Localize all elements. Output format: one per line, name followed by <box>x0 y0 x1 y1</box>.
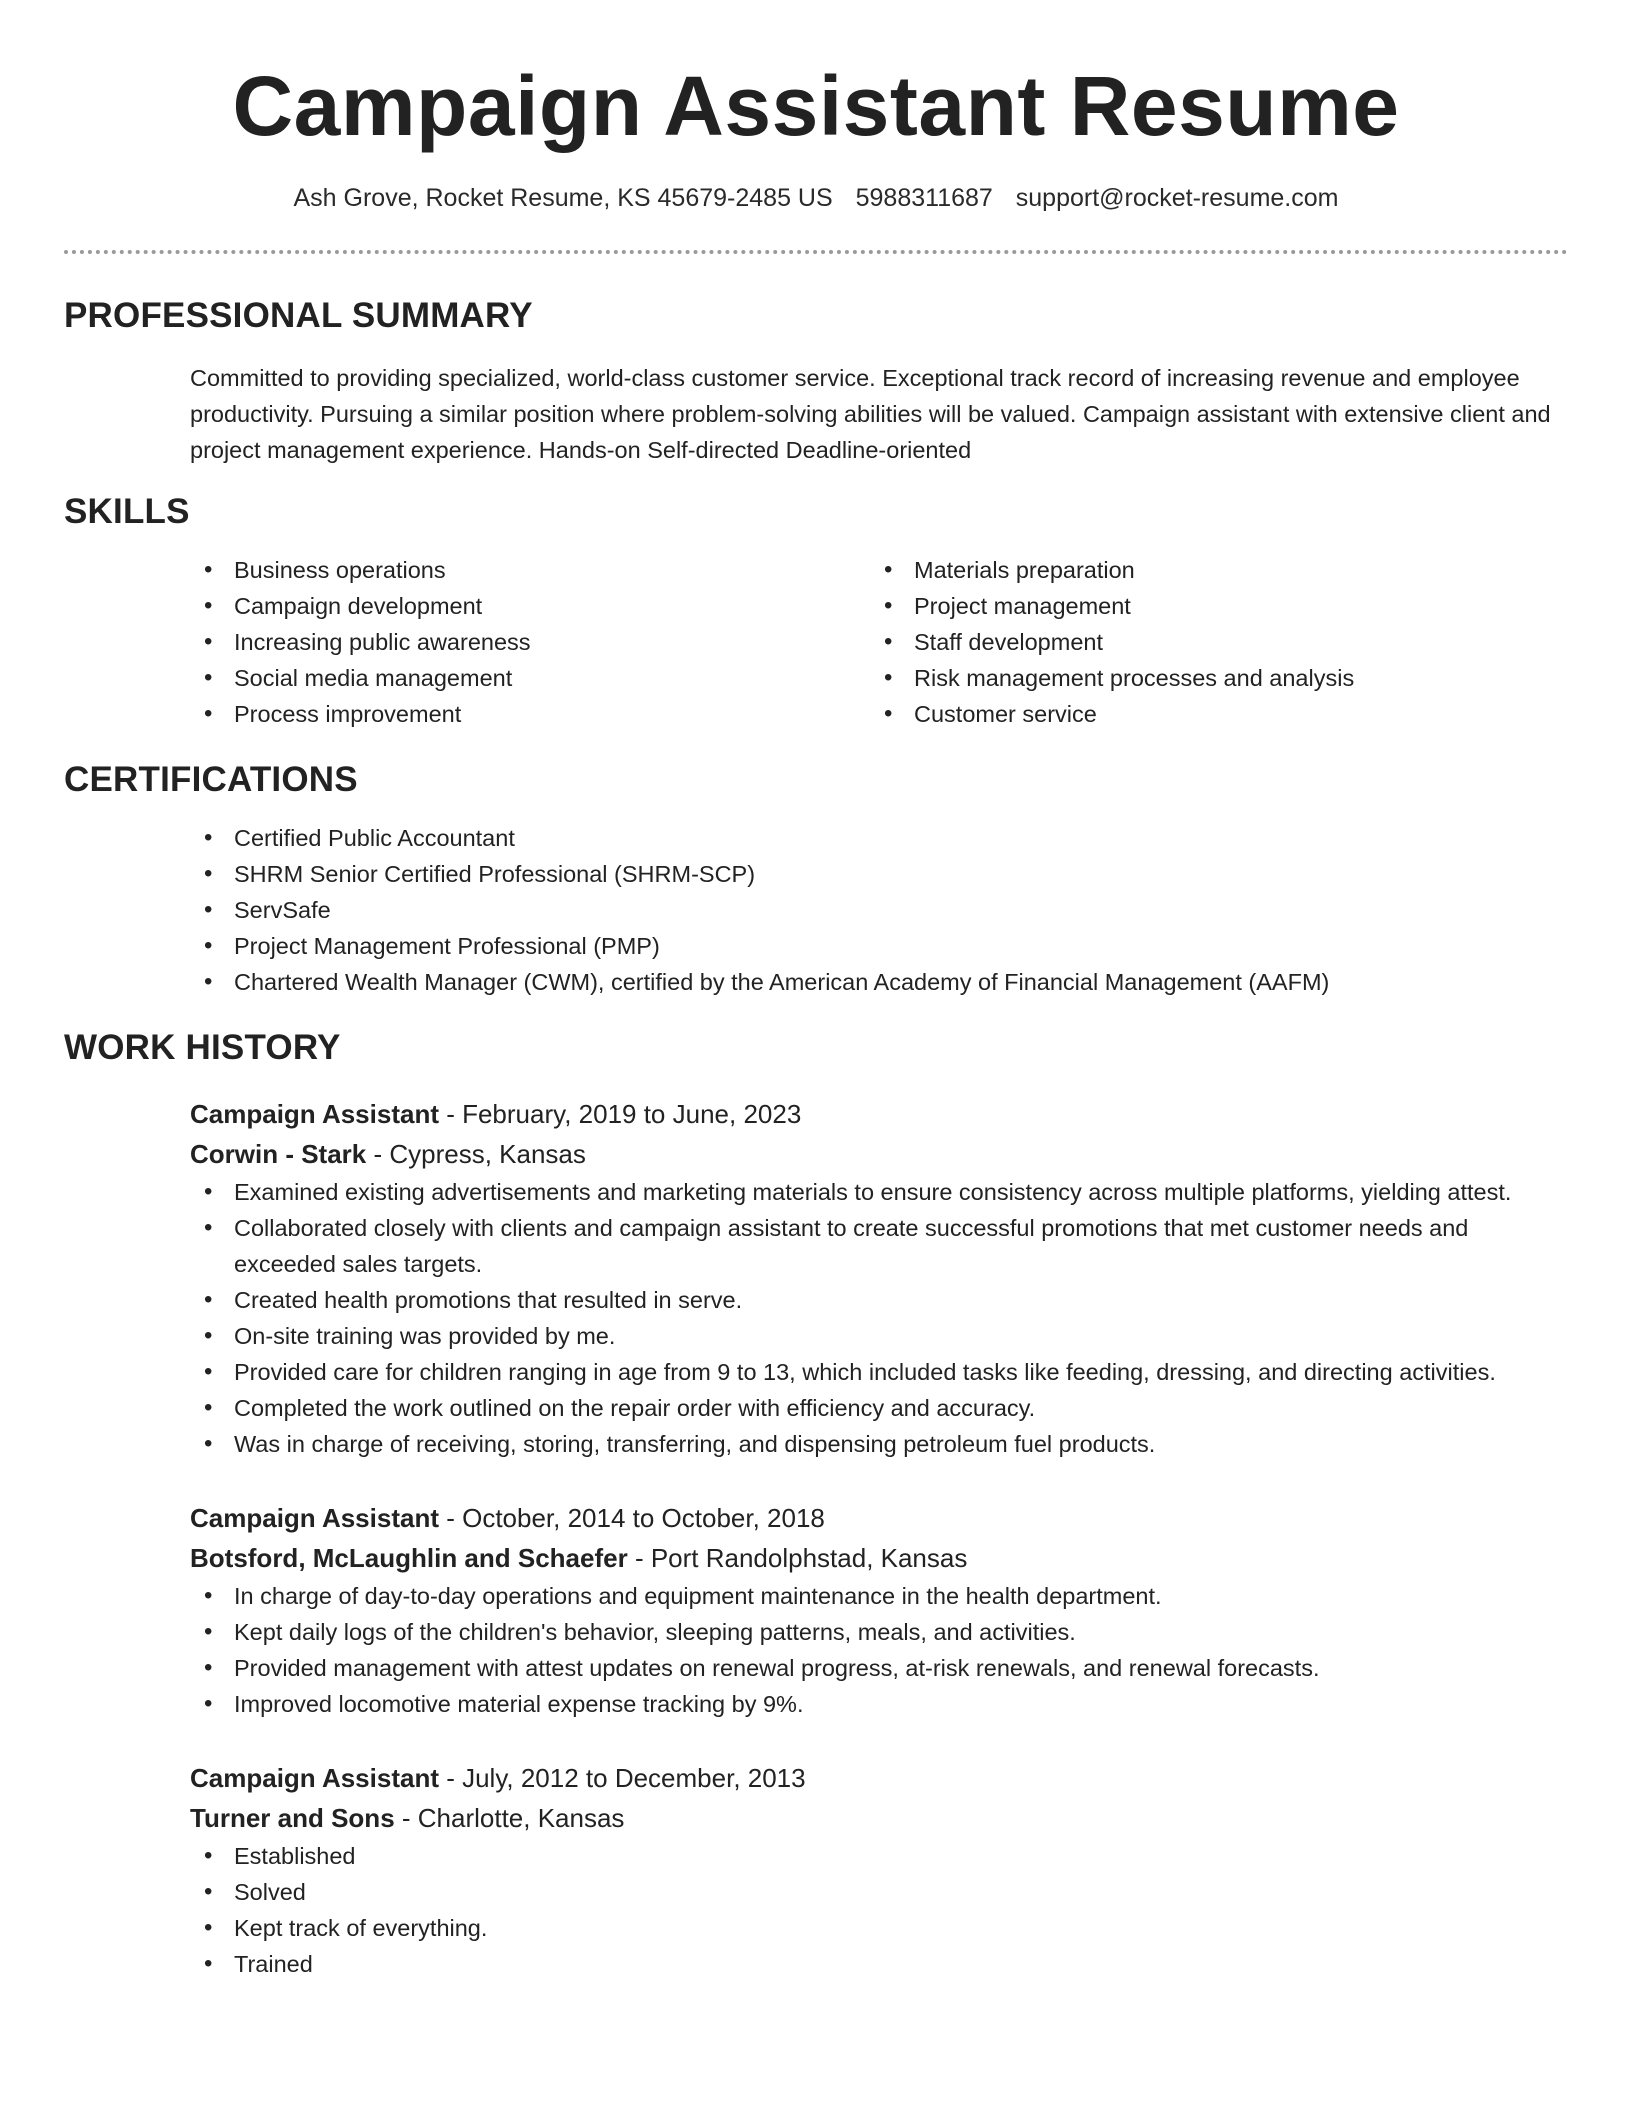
job-duties-list <box>190 1174 1568 1462</box>
job-duty: • In charge of day-to-day operations and equipment maintenance in the health department. <box>190 1578 1568 1614</box>
skills-columns <box>190 552 1568 732</box>
contact-address: Ash Grove, Rocket Resume, KS 45679-2485 US <box>293 184 833 212</box>
skill-item: • Materials preparation <box>870 552 1550 588</box>
job-dates: - October, 2014 to October, 2018 <box>438 1503 825 1533</box>
skill-item: • Staff development <box>870 624 1550 660</box>
job-location: - Port Randolphstad, Kansas <box>627 1543 968 1573</box>
job-duties-list <box>190 1838 1568 1982</box>
job-role: Campaign Assistant <box>190 1763 439 1793</box>
job-company: Botsford, McLaughlin and Schaefer <box>190 1543 628 1573</box>
job-duty: • Was in charge of receiving, storing, transferring, and dispensing petroleum fuel products. <box>190 1426 1568 1462</box>
skills-list-right <box>870 552 1550 732</box>
skill-item: • Campaign development <box>190 588 870 624</box>
job-duty: • Trained <box>190 1946 1568 1982</box>
job-role: Campaign Assistant <box>190 1503 439 1533</box>
summary-heading: PROFESSIONAL SUMMARY <box>64 296 533 335</box>
certification-item: • Chartered Wealth Manager (CWM), certified by the American Academy of Financial Management (AAFM) <box>190 964 1568 1000</box>
summary-text: Committed to providing specialized, world-class customer service. Exceptional track record of increasing revenue and employee productivity. Pursuing a similar position where problem-solving abilities will be valued. Campaign assistant with extensive client and project management experience. Hands-on Self-directed Deadline-oriented <box>190 365 1551 463</box>
job-duty: • On-site training was provided by me. <box>190 1318 1568 1354</box>
work-history-section <box>64 1026 1568 1982</box>
skills-heading: SKILLS <box>64 492 190 531</box>
job-duty: • Established <box>190 1838 1568 1874</box>
job-company-line <box>190 1134 1568 1174</box>
job-title-line <box>190 1094 1568 1134</box>
header-divider <box>64 250 1568 254</box>
job-duty: • Examined existing advertisements and marketing materials to ensure consistency across multiple platforms, yielding attest. <box>190 1174 1568 1210</box>
job-duty: • Collaborated closely with clients and campaign assistant to create successful promotions that met customer needs and exceeded sales targets. <box>190 1210 1568 1282</box>
job-duty: • Provided care for children ranging in age from 9 to 13, which included tasks like feeding, dressing, and directing activities. <box>190 1354 1568 1390</box>
certification-item: • SHRM Senior Certified Professional (SHRM-SCP) <box>190 856 1568 892</box>
job-duty: • Improved locomotive material expense tracking by 9%. <box>190 1686 1568 1722</box>
skill-item: • Business operations <box>190 552 870 588</box>
skill-item: • Customer service <box>870 696 1550 732</box>
resume-title: Campaign Assistant Resume <box>232 59 1400 153</box>
skills-column-right <box>870 552 1550 732</box>
job-company: Turner and Sons <box>190 1803 395 1833</box>
skills-body <box>64 552 1568 732</box>
contact-email: support@rocket-resume.com <box>1015 184 1339 212</box>
job-duty: • Kept daily logs of the children's behavior, sleeping patterns, meals, and activities. <box>190 1614 1568 1650</box>
job-location: - Cypress, Kansas <box>366 1139 586 1169</box>
certifications-body <box>64 820 1568 1000</box>
certification-item: • Certified Public Accountant <box>190 820 1568 856</box>
skill-item: • Social media management <box>190 660 870 696</box>
job-duty: • Created health promotions that resulted in serve. <box>190 1282 1568 1318</box>
job-dates: - July, 2012 to December, 2013 <box>438 1763 806 1793</box>
job-duty: • Solved <box>190 1874 1568 1910</box>
job-title-line <box>190 1498 1568 1538</box>
resume-header <box>64 0 1568 214</box>
work-history-heading: WORK HISTORY <box>64 1028 341 1067</box>
skills-column-left <box>190 552 870 732</box>
summary-section <box>64 294 1568 468</box>
job-entry <box>64 1094 1568 1462</box>
job-company-line <box>190 1538 1568 1578</box>
job-dates: - February, 2019 to June, 2023 <box>438 1099 802 1129</box>
skill-item: • Risk management processes and analysis <box>870 660 1550 696</box>
skills-list-left <box>190 552 870 732</box>
contact-phone: 5988311687 <box>855 184 993 212</box>
certifications-list <box>190 820 1568 1000</box>
job-duty: • Completed the work outlined on the repair order with efficiency and accuracy. <box>190 1390 1568 1426</box>
certification-item: • Project Management Professional (PMP) <box>190 928 1568 964</box>
job-duties-list <box>190 1578 1568 1722</box>
job-duty: • Kept track of everything. <box>190 1910 1568 1946</box>
job-company-line <box>190 1798 1568 1838</box>
job-location: - Charlotte, Kansas <box>394 1803 625 1833</box>
job-title-line <box>190 1758 1568 1798</box>
certifications-section <box>64 758 1568 1000</box>
contact-line <box>64 182 1568 214</box>
job-entry <box>64 1758 1568 1982</box>
skill-item: • Increasing public awareness <box>190 624 870 660</box>
job-role: Campaign Assistant <box>190 1099 439 1129</box>
job-entry <box>64 1498 1568 1722</box>
certification-item: • ServSafe <box>190 892 1568 928</box>
job-duty: • Provided management with attest updates on renewal progress, at-risk renewals, and renewal forecasts. <box>190 1650 1568 1686</box>
certifications-heading: CERTIFICATIONS <box>64 760 358 799</box>
skills-section <box>64 490 1568 732</box>
skill-item: • Process improvement <box>190 696 870 732</box>
skill-item: • Project management <box>870 588 1550 624</box>
job-company: Corwin - Stark <box>190 1139 367 1169</box>
